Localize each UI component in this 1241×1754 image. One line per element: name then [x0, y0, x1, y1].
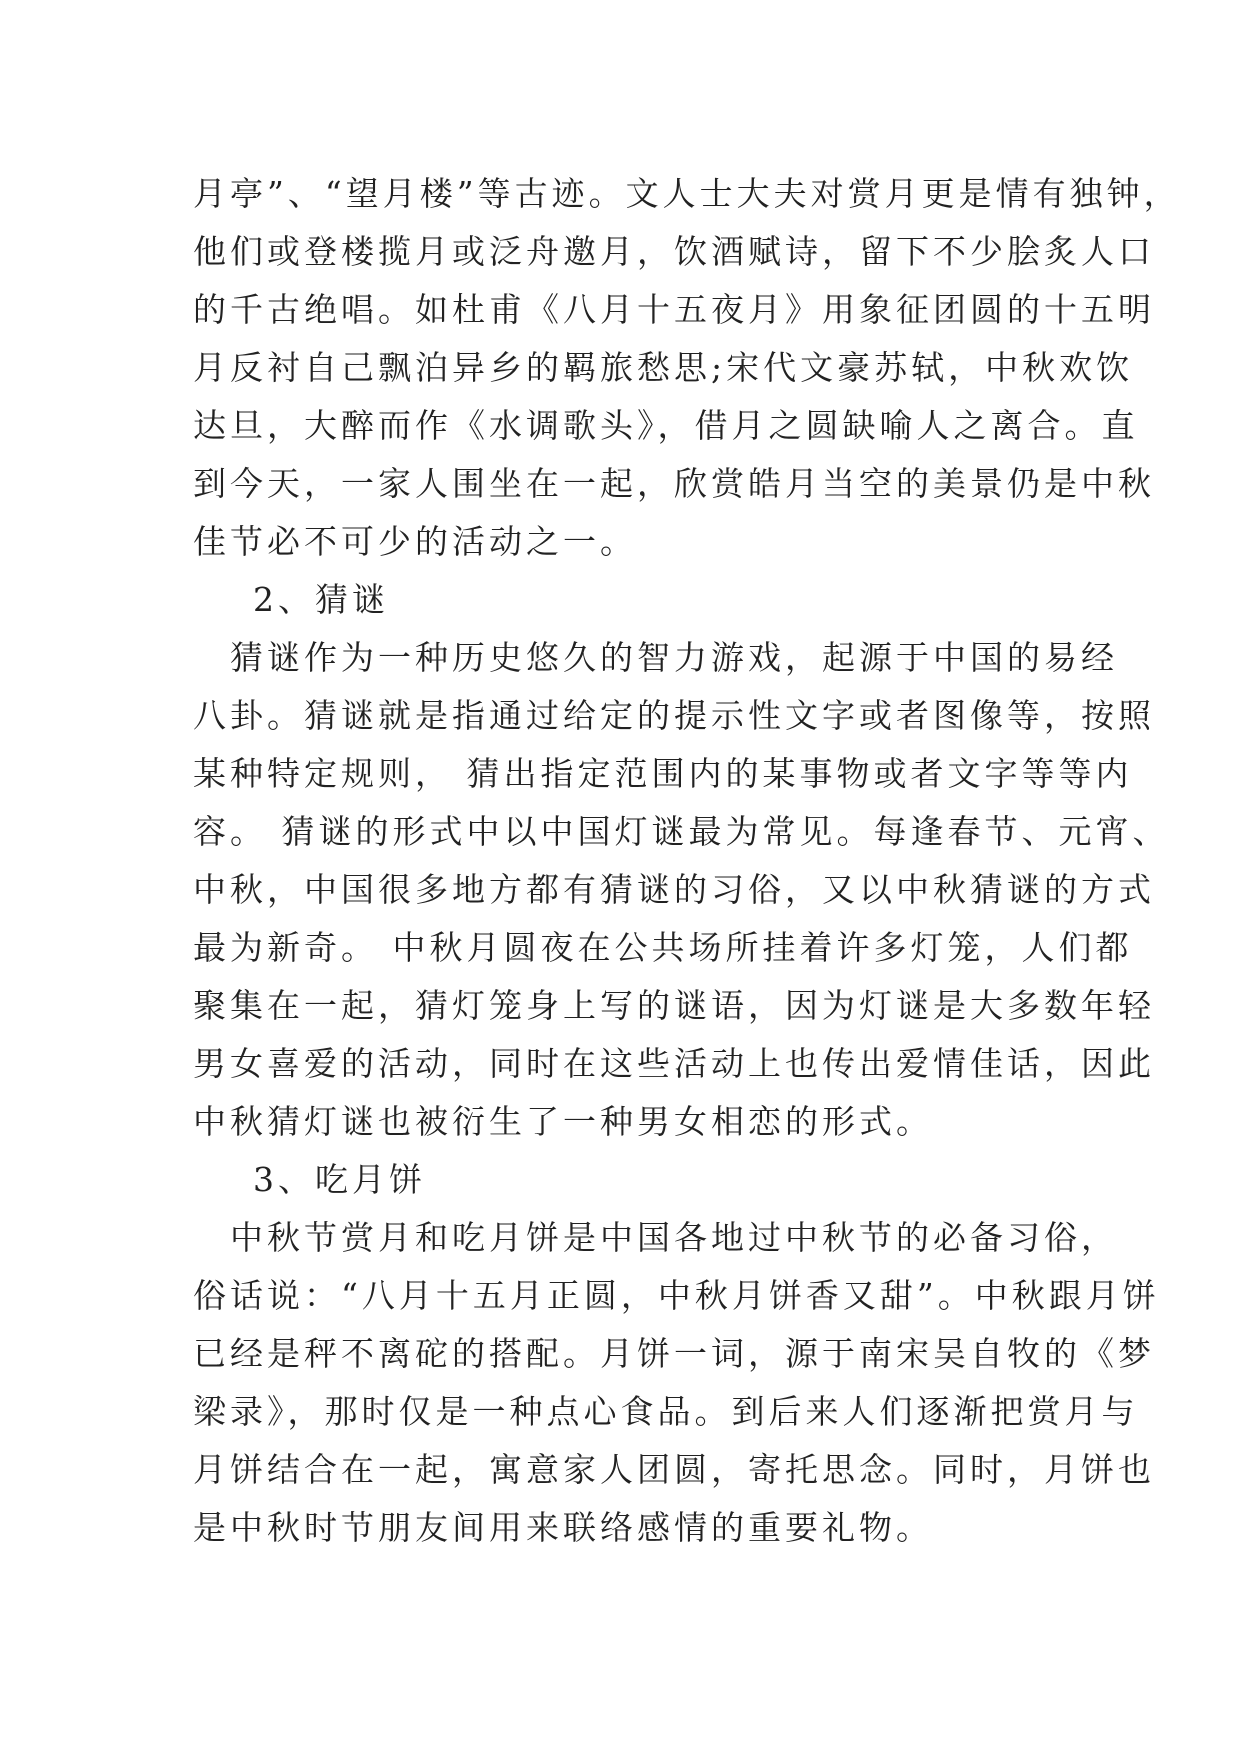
text-line: 的千古绝唱。如杜甫《八月十五夜月》用象征团圆的十五明 [193, 290, 1155, 329]
text-line: 容。 猜谜的形式中以中国灯谜最为常见。每逢春节、元宵、 [193, 812, 1170, 851]
text-line: 月饼结合在一起，寓意家人团圆，寄托思念。同时，月饼也 [193, 1450, 1155, 1489]
text-line: 八卦。猜谜就是指通过给定的提示性文字或者图像等，按照 [193, 696, 1155, 735]
text-line: 某种特定规则， 猜出指定范围内的某事物或者文字等等内 [193, 754, 1133, 793]
text-line: 月反衬自己飘泊异乡的羁旅愁思;宋代文豪苏轼，中秋欢饮 [193, 348, 1134, 387]
text-line: 中秋，中国很多地方都有猜谜的习俗，又以中秋猜谜的方式 [193, 870, 1155, 909]
text-line: 中秋节赏月和吃月饼是中国各地过中秋节的必备习俗， [193, 1218, 1118, 1257]
text-line: 聚集在一起，猜灯笼身上写的谜语，因为灯谜是大多数年轻 [193, 986, 1155, 1025]
text-line: 中秋猜灯谜也被衍生了一种男女相恋的形式。 [193, 1102, 933, 1141]
text-line: 梁录》，那时仅是一种点心食品。到后来人们逐渐把赏月与 [193, 1392, 1139, 1431]
text-line: 猜谜作为一种历史悠久的智力游戏，起源于中国的易经 [193, 638, 1118, 677]
section-heading: 2、猜谜 [253, 580, 389, 619]
text-line: 他们或登楼揽月或泛舟邀月，饮酒赋诗，留下不少脍炙人口 [193, 232, 1155, 271]
text-line: 是中秋时节朋友间用来联络感情的重要礼物。 [193, 1508, 933, 1547]
text-line: 月亭”、“望月楼”等古迹。文人士大夫对赏月更是情有独钟， [193, 174, 1181, 213]
text-line: 已经是秤不离砣的搭配。月饼一词，源于南宋吴自牧的《梦 [193, 1334, 1155, 1373]
text-line: 最为新奇。 中秋月圆夜在公共场所挂着许多灯笼，人们都 [193, 928, 1133, 967]
text-line: 俗话说：“八月十五月正圆，中秋月饼香又甜”。中秋跟月饼 [193, 1276, 1160, 1315]
text-line: 到今天，一家人围坐在一起，欣赏皓月当空的美景仍是中秋 [193, 464, 1155, 503]
text-line: 佳节必不可少的活动之一。 [193, 522, 637, 561]
text-line: 男女喜爱的活动，同时在这些活动上也传出爱情佳话，因此 [193, 1044, 1155, 1083]
text-line: 达旦，大醉而作《水调歌头》，借月之圆缺喻人之离合。直 [193, 406, 1139, 445]
section-heading: 3、吃月饼 [253, 1160, 426, 1199]
document-body [193, 165, 1181, 1557]
